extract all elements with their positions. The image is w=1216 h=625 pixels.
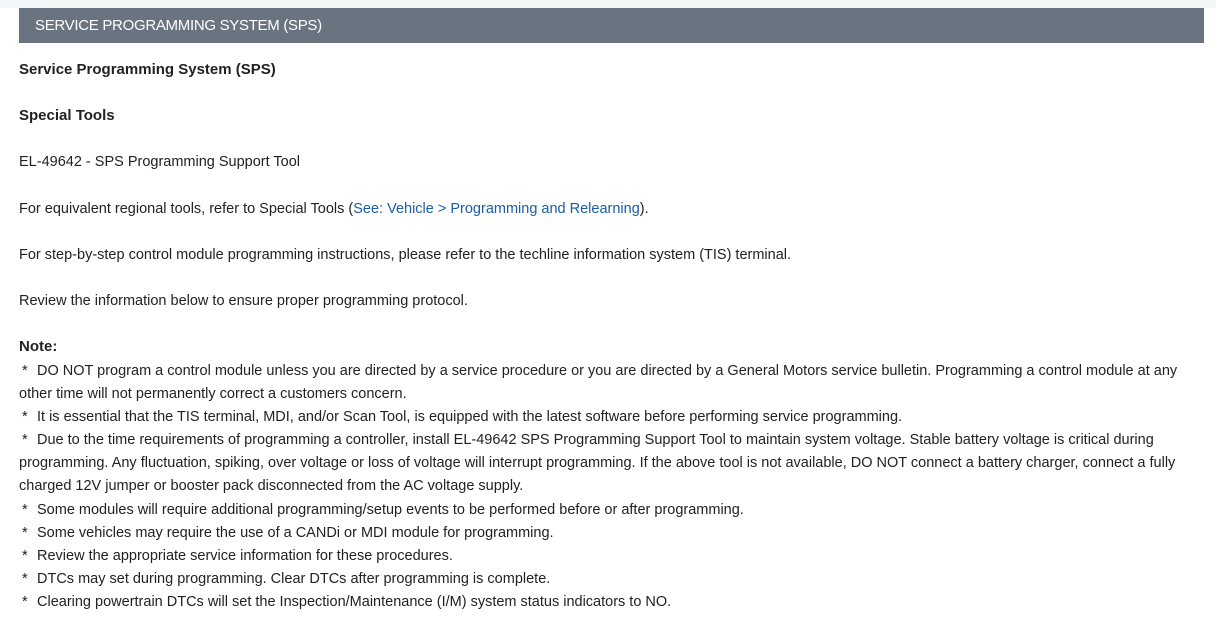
programming-relearning-link[interactable]: See: Vehicle > Programming and Relearning [353,201,640,217]
bullet: * [22,363,28,379]
bullet: * [22,409,28,426]
document-heading: Service Programming System (SPS) [19,61,276,78]
top-strip [0,0,1216,8]
note-item [19,406,1204,429]
note-item [19,499,1204,522]
regional-tools-line [19,199,649,219]
notes-list [19,360,1204,614]
note-item [19,568,1204,591]
bullet: * [22,570,28,587]
note-item [19,360,1204,406]
note-item [19,429,1204,498]
bullet: * [22,501,28,518]
regional-tools-prefix: For equivalent regional tools, refer to Special Tools ( [19,201,354,217]
tool-line: EL-49642 - SPS Programming Support Tool [19,154,301,170]
note-text: Review the appropriate service information for these procedures. [37,547,453,564]
note-item [19,591,1204,614]
bullet: * [22,524,28,541]
note-item [19,522,1204,545]
note-text: Clearing powertrain DTCs will set the Inspection/Maintenance (I/M) system status indicators to NO. [37,593,672,610]
note-text: Some modules will require additional programming/setup events to be performed before or after programming. [37,501,744,518]
section-header-title: SERVICE PROGRAMMING SYSTEM (SPS) [35,17,322,34]
note-text: DO NOT program a control module unless you are directed by a service procedure or you are directed by a General Motors service bulletin. Programming a control module at any other time will not permanently correct a customers concern. [19,363,1178,403]
section-header-bar [19,8,1204,43]
bullet: * [22,547,28,564]
regional-tools-suffix: ). [639,201,649,217]
special-tools-heading: Special Tools [19,107,115,124]
bullet: * [22,593,28,610]
note-item [19,545,1204,568]
note-text: Due to the time requirements of programming a controller, install EL-49642 SPS Programming Support Tool to maintain system voltage. Stable battery voltage is critical during programming. Any fluctuation, spiking, over voltage or loss of voltage will interrupt programming. If the above tool is not available, DO NOT connect a battery charger, connect a fully charged 12V jumper or booster pack disconnected from the AC voltage supply. [19,432,1176,495]
review-line: Review the information below to ensure proper programming protocol. [19,293,468,309]
instructions-line: For step-by-step control module programming instructions, please refer to the techline information system (TIS) terminal. [19,247,792,263]
note-text: It is essential that the TIS terminal, MDI, and/or Scan Tool, is equipped with the latest software before performing service programming. [37,409,903,426]
note-text: Some vehicles may require the use of a CANDi or MDI module for programming. [37,524,554,541]
note-text: DTCs may set during programming. Clear DTCs after programming is complete. [37,570,551,587]
note-label: Note: [19,338,58,355]
bullet: * [22,432,28,449]
